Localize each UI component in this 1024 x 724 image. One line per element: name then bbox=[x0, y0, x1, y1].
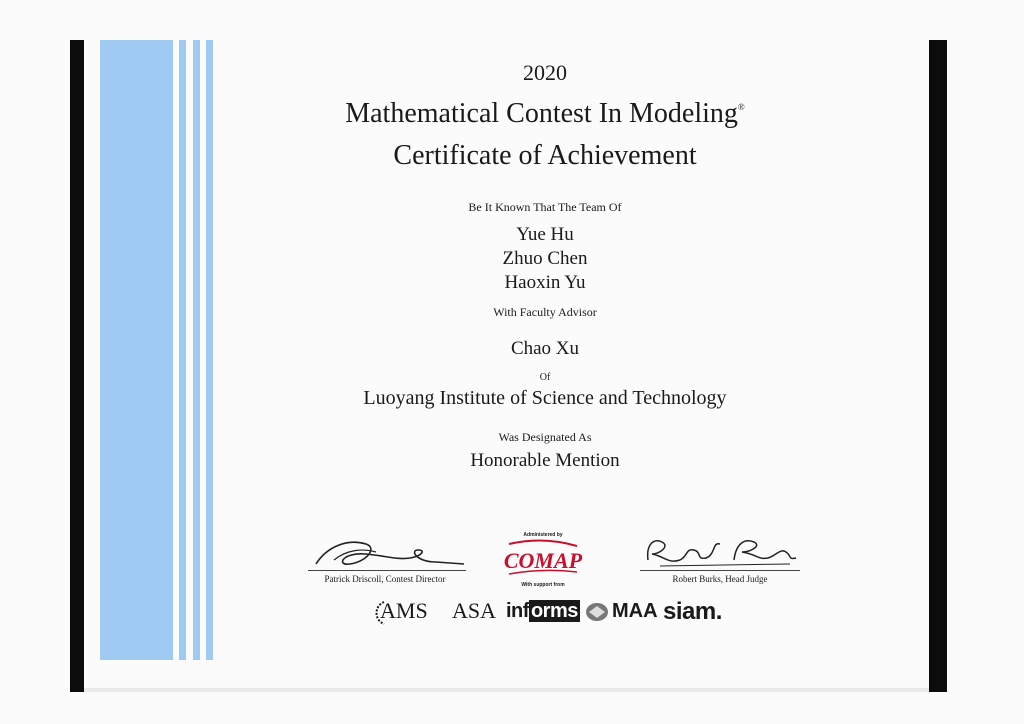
director-signature bbox=[306, 530, 466, 574]
with-support-label: With support from bbox=[521, 582, 565, 588]
blue-stripe-thin bbox=[193, 40, 200, 660]
contest-title bbox=[240, 98, 850, 130]
judge-caption: Robert Burks, Head Judge bbox=[672, 574, 768, 584]
informs-logo bbox=[506, 600, 580, 623]
siam-logo: siam. bbox=[663, 598, 722, 625]
right-border-bar bbox=[929, 40, 947, 692]
bottom-edge bbox=[84, 688, 929, 692]
blue-stripe-thin bbox=[206, 40, 213, 660]
institution-name: Luoyang Institute of Science and Technology bbox=[363, 387, 727, 409]
ams-logo: AMS bbox=[380, 598, 428, 623]
designation-label: Was Designated As bbox=[498, 430, 592, 444]
team-member: Yue Hu bbox=[516, 224, 574, 245]
comap-logo bbox=[503, 538, 583, 578]
contest-year: 2020 bbox=[523, 60, 567, 85]
team-intro-label: Be It Known That The Team Of bbox=[468, 200, 622, 214]
award-title: Honorable Mention bbox=[470, 450, 620, 471]
judge-signature bbox=[640, 530, 800, 574]
director-caption: Patrick Driscoll, Contest Director bbox=[324, 574, 446, 584]
administered-by-label: Administered by bbox=[523, 532, 563, 538]
signature-line bbox=[308, 570, 466, 571]
advisor-label: With Faculty Advisor bbox=[493, 305, 597, 319]
comap-wordmark: COMAP bbox=[503, 548, 583, 573]
maa-logo: MAA bbox=[612, 600, 658, 622]
team-member: Zhuo Chen bbox=[502, 248, 588, 269]
team-member: Haoxin Yu bbox=[504, 272, 586, 293]
informs-text: inf bbox=[506, 600, 529, 622]
certificate-subtitle: Certificate of Achievement bbox=[393, 140, 697, 171]
asa-logo: ASA bbox=[452, 598, 497, 623]
blue-stripe-thin bbox=[179, 40, 186, 660]
of-label: Of bbox=[539, 372, 551, 383]
informs-box-text: orms bbox=[530, 600, 578, 622]
contest-title-text: Mathematical Contest In Modeling bbox=[345, 98, 738, 129]
maa-emblem-icon bbox=[584, 600, 610, 624]
registered-mark: ® bbox=[737, 102, 745, 112]
left-border-bar bbox=[70, 40, 84, 692]
blue-stripe-wide bbox=[100, 40, 173, 660]
advisor-name: Chao Xu bbox=[510, 338, 580, 359]
signature-line bbox=[640, 570, 800, 571]
